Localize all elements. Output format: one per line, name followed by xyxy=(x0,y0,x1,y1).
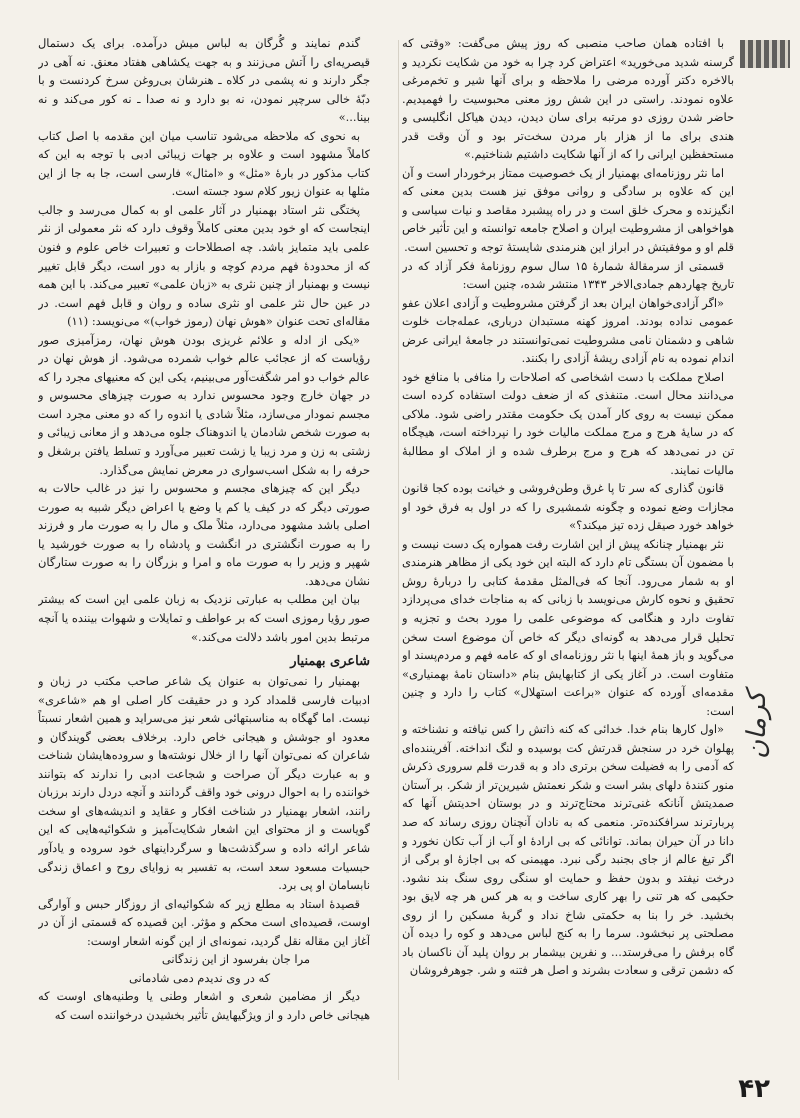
header-strip xyxy=(740,40,790,68)
right-paragraph: اصلاح مملکت با دست اشخاصی که اصلاحات را منافی با منافع خود می‌دانند محال است. متنفذی که از ضعف دولت استفاده کرده است ممکن نیست به روی کار آمدن یک حکومت مقتدر راضی شود. ملاکی که در سایهٔ هرج و مرج مملکت مالیات خود را نپرداخته است، هیچگاه تن در نمی‌دهد که هرج و مرج برطرف شده و از املاک او مطالبهٔ مالیات نمایند. xyxy=(402,369,734,477)
right-paragraph: نثر بهمنیار چنانکه پیش از این اشارت رفت همواره یک دست نیست و با مضمون آن بستگی تام دارد که البته این خود یکی از مظاهر هنرمندی او به شمار می‌رود. آنجا که فی‌المثل مقدمهٔ کتابی را دربارهٔ روش تحقیق و نحوه کارش می‌نویسد با زبانی که به مناجات خدای می‌پردازد تفاوت دارد و هنگامی که موضوعی علمی را مورد بحث و تجزیه و تحلیل قرار می‌دهد به گونه‌ای دیگر که خاص آن موضوع است سخن می‌گوید و باز همهٔ اینها با نثر روزنامه‌ای او که عامه فهم و مردم‌پسند او متفاوت است. در آغاز یکی از کتابهایش بنام «داستان نامهٔ بهمنیاری» مقدمه‌ای آورده که عنوان «براعت استهلال» کتاب را دارد و چنین است: xyxy=(402,536,734,718)
right-paragraph: با افتاده همان صاحب منصبی که روز پیش می‌گفت: «وقتی که گرسنه شدید می‌خورید» اعتراض کرد چرا به خود من شکایت نکردید و بالاخره دکتر آورده مرضی را ملاحظه و برای آنها شیر و تخم‌مرغی علاوه نمودند. راستی در این شش روز معنی محبوسیت را فهمیدیم. حاضر شدن روزی دو مرتبه برای سان دیدن، دیدن هیاکل انگلیسی و هندی برای ما از هزار بار مردن سخت‌تر بود و آن وقت قدر مستحفظین ایرانی را که از آنها شکایت داشتیم شناختیم.» xyxy=(402,36,734,162)
verse-line: که در وی ندیدم دمی شادمانی xyxy=(129,970,270,985)
right-paragraph: «اول کارها بنام خدا. خدائی که کنه ذاتش را کس نیافته و نشناخته و پهلوان خرد در سنجش قدرتش کت بوسیده و لنگ انداخته. آفریننده‌ای که آدمی را به فضیلت سخن برتری داد و به قدرت قلم سروری ذکرش منور کنندهٔ دلهای بشر است و شکر نعمتش شیرین‌تر از شکر. بر آستان صمدیتش آنانکه غنی‌ترند محتاج‌ترند و در بوستان احدیتش آنها که پربارترند سرافکنده‌تر. منعمی که به نادان آنچنان روزی رساند که صد دانا در آن حیران بماند. توانائی که بی ارادهٔ او آب از آب تکان نخورد و اگر تیغ عالم از جای بجنبد رگی نبرد. مهیمنی که بی اجازهٔ او برگی از درخت نیفتد و بدون حفظ و حمایت او سنگی روی سنگ بند نشود. حکیمی که هر تنی را بهر کاری ساخت و به هر کس هر چه لایق بود بخشید. خر را بنا به حکمتی شاخ نداد و گربهٔ مسکین را از روی مصلحتی پر نبخشود. سرما را به کنج لباس می‌دهد و کوه را دیده آن گاه برفش را می‌فرستد... و نفرین بیشمار بر روان پلید آن ناکسان باد که دشمن ترقی و سعادت بشرند و اصل هر فتنه و شر. جوهرفروشان xyxy=(402,722,734,978)
right-column xyxy=(402,34,734,1084)
magazine-logo xyxy=(742,650,788,800)
left-paragraph: بیان این مطلب به عبارتی نزدیک به زبان علمی این است که بیشتر صور رؤیا رموزی است که بر عواطف و تمایلات و شهوات بیننده یا آنچه مرتبط بدین امور باشد دلالت می‌کند.» xyxy=(38,592,370,644)
logo-text: کرمان xyxy=(742,691,772,759)
right-paragraph: اما نثر روزنامه‌ای بهمنیار از یک خصوصیت ممتاز برخوردار است و آن این که علاوه بر سادگی و روانی موفق نیز هست بدین معنی که انگیزنده و محرک خلق است و در راه پیشبرد مقاصد و نیات سیاسی و هواخواهی از مشروطیت ایران و اصلاح جامعه توانسته و این تأثیر خاص قلم او و موفقیتش در ابراز این هنرمندی شایستهٔ توجه و تحسین است. xyxy=(402,165,734,255)
left-column xyxy=(38,34,370,1084)
left-paragraph: پختگی نثر استاد بهمنیار در آثار علمی او به کمال می‌رسد و جالب اینجاست که او خود بدین معنی کاملاً وقوف دارد که نثر معمولی از نثر علمی باید متمایز باشد. چه اصطلاحات و تعبیرات خاص علوم و فنون که از محدودهٔ فهم مردم کوچه و بازار به دور است، دیگر قابل تغییر نیست و بهمنیار از چنین نثری به «زبان علمی» تعبیر می‌کند. با این همه در عین حال نثر علمی او نثری ساده و روان و قابل فهم است. در مقاله‌ای تحت عنوان «هوش نهان (رموز خواب)» می‌نویسد: (۱۱) xyxy=(38,202,370,329)
left-paragraph: گندم نمایند و گُرگان به لباس میش درآمده. برای یک دستمال قیصریه‌ای را آتش می‌زنند و به جهت یکشاهی هفتاد معنق. نه آهی در جگر دارند و نه پشمی در کلاه ـ هنرشان بی‌روغن سرخ کردنست و با دبّهٔ خالی سرچپر نمودن، نه بو دارد و نه صدا ـ نه کور می‌کند و نه بینا...» xyxy=(38,36,370,125)
left-paragraph: قصیدهٔ استاد به مطلع زیر که شکوائیه‌ای از روزگار حبس و آوارگی اوست، قصیده‌ای است محکم و مؤثر. این قصیده که قسمتی از آن در آغاز این مقاله نقل گردید، نمونه‌ای از این گونه اشعار اوست: xyxy=(38,896,370,948)
left-paragraph: به نحوی که ملاحظه می‌شود تناسب میان این مقدمه با اصل کتاب کاملاً مشهود است و علاوه بر جهات زیبائی ادبی با توجه به این که کتاب مذکور در بارهٔ «مثل» و «امثال» فارسی است، جا به جا از این مثلها به عنوان زیور کلام سود جسته است. xyxy=(38,128,370,199)
left-paragraph: دیگر از مضامین شعری و اشعار وطنی یا وطنیه‌های اوست که هیجانی خاص دارد و از ویژگیهایش تأثیر بخشیدن درخواننده است که xyxy=(38,989,370,1022)
section-heading: شاعری بهمنیار xyxy=(290,654,370,670)
right-paragraph: قانون گذاری که سر تا پا غرق وطن‌فروشی و خیانت بوده کجا قانون مجازات وضع نموده و چگونه شمشیری را که در اول به فرق خود او خواهد خورد صیقل زده تیز میکند؟» xyxy=(402,481,734,533)
right-paragraph: «اگر آزادی‌خواهان ایران بعد از گرفتن مشروطیت و آزادی اعلان عفو عمومی نداده بودند. امروز کهنه مستبدان درباری، عمله‌جات خلوت شاهی و دشمنان نامی مشروطیت نمی‌توانستند در جامعهٔ ایرانی عرض اندام نموده به نام آزادی ریشهٔ آزادی را بکنند. xyxy=(402,295,734,366)
left-paragraph: دیگر این که چیزهای مجسم و محسوس را نیز در غالب حالات به صورتی دیگر که در کیف یا کم یا وضع یا اعراض دیگر شبیه به صورت اصلی باشد مشهود می‌دارد، مثلاً ملک و مال را به صورت مار و فرزند را به صورت انگشتری در انگشت و پادشاه را به صورت خورشید یا شهپر و وزیر را به صورت ماه و امرا و بزرگان را به صورت ستارگان نشان می‌دهد. xyxy=(38,481,370,588)
page-number: ۴۲ xyxy=(738,1074,770,1104)
left-paragraph: بهمنیار را نمی‌توان به عنوان یک شاعر صاحب مکتب در زبان و ادبیات فارسی قلمداد کرد و در حقیقت کار اصلی او هم «شاعری» نیست. اما گهگاه به مناسبتهائی شعر نیز می‌سراید و همین اشعار نسبتاً معدود او جوشش و هیجانی خاص دارد. برخلاف بعضی گویندگان و شاعران که نمی‌توان آنها را از خلال نوشته‌ها و سروده‌هایشان شناخت و به عبارت دیگر آن صراحت و شجاعت ادبی را ندارند که بتوانند خواننده را به احوال درونی خود واقف گردانند و آنچه دردل دارند برزبان رانند، اشعار بهمنیار در شناخت افکار و عقاید و اندیشه‌های او سخت گویاست و از محتوای این اشعار شکایت‌آمیز و شکوائیه‌هایی که این شاعر ارائه داده و سرگذشت‌ها و سرگرداینهای خود سروده و یادآور حبسیات مسعود سعد است، به تفسیر به زوایای روح و اعماق زندگی نابسامان او پی برد. xyxy=(38,674,370,893)
column-divider xyxy=(398,40,399,1080)
right-paragraph: قسمتی از سرمقالهٔ شمارهٔ ۱۵ سال سوم روزنامهٔ فکر آزاد که در تاریخ چهاردهم جمادی‌الاخر ۱۳۴۳ منتشر شده، چنین است: xyxy=(402,258,734,292)
verse-line: مرا جان بفرسود از این زندگانی xyxy=(161,952,310,967)
left-paragraph: «یکی از ادله و علائم غریزی بودن هوش نهان، رمزآمیزی صور رؤیاست که از عجائب عالم خواب شمرده می‌شود. از هوش نهان در عالم خواب دو امر شگفت‌آور می‌بینیم، یکی این که معنیهای مجرد را که در جهان خارج وجود محسوس ندارد به صورت چیزهای محسوس و مجسم نمودار می‌سازد، مثلاً شادی یا اندوه را که دو معنی مجرد است به صورت شخص شادمان یا اندوهناک جلوه می‌دهد و از معانی زیبائی و زشتی به زن و مرد زیبا یا زشت تعبیر می‌آورد و تسلط یافتن برشغل و حرفه را به شکل اسب‌سواری در معرض نمایش می‌گذارد. xyxy=(38,332,370,477)
